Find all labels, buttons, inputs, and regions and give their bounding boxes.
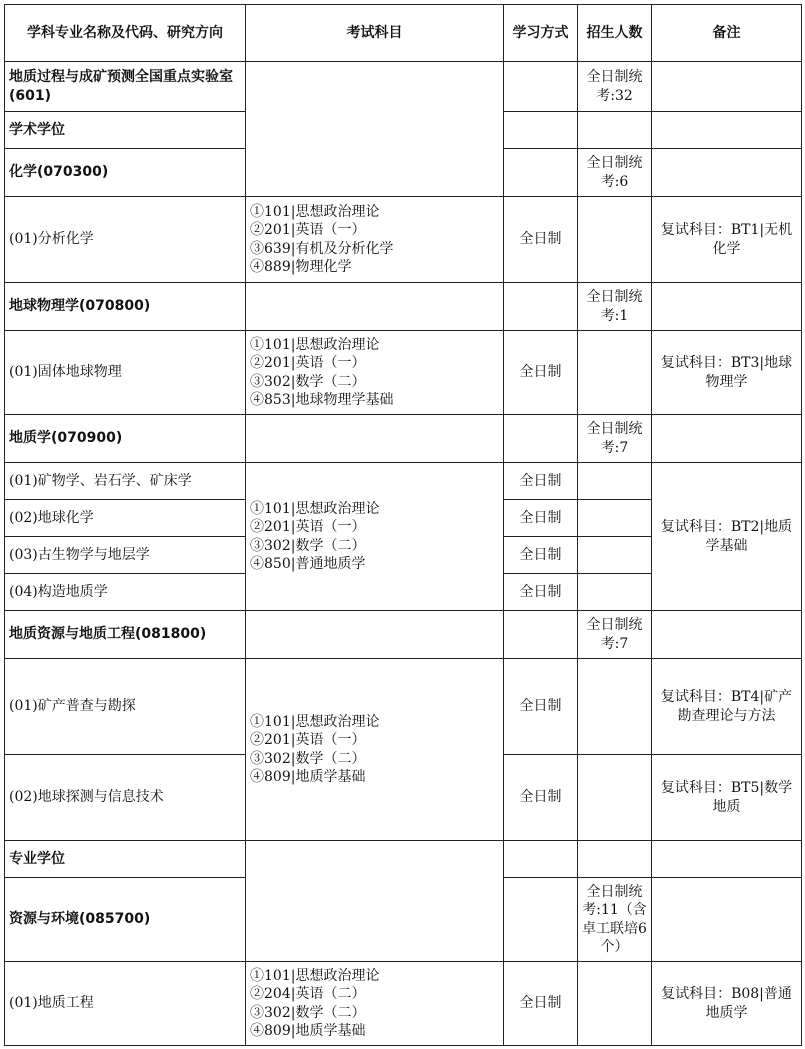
quota-cell-empty	[578, 962, 652, 1046]
subjects-cell-empty	[246, 62, 504, 197]
quota-cell: 全日制统考:32	[578, 62, 652, 112]
quota-cell-empty	[578, 574, 652, 611]
mode-cell: 全日制	[504, 500, 578, 537]
subject-line: ②201|英语（一）	[250, 222, 366, 238]
remark-cell-empty	[652, 149, 802, 197]
direction-cell: (01)分析化学	[5, 197, 246, 283]
subject-line: ③302|数学（二）	[250, 537, 366, 554]
quota-cell: 全日制统考:6	[578, 149, 652, 197]
remark-cell: 复试科目：BT2|地质学基础	[652, 463, 802, 611]
subject-line: ③302|数学（二）	[250, 1004, 366, 1021]
admission-catalog-table	[4, 4, 802, 1046]
subject-line: ①101|思想政治理论	[250, 500, 380, 517]
subject-line: ①101|思想政治理论	[250, 713, 380, 730]
table-row-professional	[5, 841, 802, 878]
subject-line: ④809|地质学基础	[250, 1023, 366, 1039]
table-row-chem01	[5, 197, 802, 283]
table-row-resources	[5, 611, 802, 659]
subjects-cell-empty	[246, 841, 504, 962]
remark-cell: 复试科目：BT1|无机化学	[652, 197, 802, 283]
subject-line: ②201|英语（一）	[250, 732, 366, 748]
mode-cell: 全日制	[504, 331, 578, 415]
mode-cell: 全日制	[504, 755, 578, 841]
direction-cell: (01)地质工程	[5, 962, 246, 1046]
subject-line: ②201|英语（一）	[250, 355, 366, 371]
subjects-cell	[246, 463, 504, 611]
subjects-cell	[246, 331, 504, 415]
header-subjects: 考试科目	[246, 5, 504, 62]
mode-cell: 全日制	[504, 197, 578, 283]
mode-cell-empty	[504, 841, 578, 878]
direction-cell: (01)固体地球物理	[5, 331, 246, 415]
subject-line: ③302|数学（二）	[250, 750, 366, 767]
major-cell: 地球物理学(070800)	[5, 283, 246, 331]
table-row-env01	[5, 962, 802, 1046]
subjects-cell-empty	[246, 283, 504, 331]
table-row-geophys	[5, 283, 802, 331]
direction-cell: (01)矿物学、岩石学、矿床学	[5, 463, 246, 500]
remark-cell-empty	[652, 112, 802, 149]
subjects-cell-empty	[246, 611, 504, 659]
subject-line: ④853|地球物理学基础	[250, 392, 394, 408]
remark-cell-empty	[652, 62, 802, 112]
subjects-cell	[246, 962, 504, 1046]
remark-cell: 复试科目：B08|普通地质学	[652, 962, 802, 1046]
quota-cell-empty	[578, 755, 652, 841]
table-row-geology	[5, 415, 802, 463]
header-major: 学科专业名称及代码、研究方向	[5, 5, 246, 62]
header-quota: 招生人数	[578, 5, 652, 62]
quota-cell-empty	[578, 841, 652, 878]
quota-cell: 全日制统考:7	[578, 415, 652, 463]
mode-cell: 全日制	[504, 537, 578, 574]
remark-cell-empty	[652, 878, 802, 962]
table-row-geology01	[5, 463, 802, 500]
header-row	[5, 5, 802, 62]
remark-cell-empty	[652, 841, 802, 878]
quota-cell-empty	[578, 197, 652, 283]
quota-cell: 全日制统考:1	[578, 283, 652, 331]
subject-line: ③639|有机及分析化学	[250, 240, 394, 257]
direction-cell: (02)地球探测与信息技术	[5, 755, 246, 841]
subjects-cell-empty	[246, 415, 504, 463]
remark-cell: 复试科目：BT3|地球物理学	[652, 331, 802, 415]
header-mode: 学习方式	[504, 5, 578, 62]
subject-line: ④889|物理化学	[250, 259, 352, 275]
table-row-lab	[5, 62, 802, 112]
subjects-cell	[246, 197, 504, 283]
subject-line: ①101|思想政治理论	[250, 967, 380, 984]
subject-line: ②204|英语（二）	[250, 986, 366, 1002]
mode-cell: 全日制	[504, 659, 578, 755]
subject-line: ②201|英语（一）	[250, 519, 366, 535]
quota-cell: 全日制统考:11（含卓工联培6个）	[578, 878, 652, 962]
major-cell: 化学(070300)	[5, 149, 246, 197]
mode-cell-empty	[504, 415, 578, 463]
major-cell: 地质资源与地质工程(081800)	[5, 611, 246, 659]
mode-cell-empty	[504, 283, 578, 331]
remark-cell-empty	[652, 415, 802, 463]
mode-cell-empty	[504, 112, 578, 149]
subject-line: ①101|思想政治理论	[250, 203, 380, 220]
direction-cell: (04)构造地质学	[5, 574, 246, 611]
remark-cell: 复试科目：BT5|数学地质	[652, 755, 802, 841]
remark-cell-empty	[652, 611, 802, 659]
mode-cell-empty	[504, 611, 578, 659]
mode-cell-empty	[504, 878, 578, 962]
subjects-cell	[246, 659, 504, 841]
subject-line: ①101|思想政治理论	[250, 336, 380, 353]
remark-cell: 复试科目：BT4|矿产勘查理论与方法	[652, 659, 802, 755]
quota-cell-empty	[578, 500, 652, 537]
section-title: 学术学位	[5, 112, 246, 149]
quota-cell-empty	[578, 537, 652, 574]
section-title: 专业学位	[5, 841, 246, 878]
direction-cell: (01)矿产普查与勘探	[5, 659, 246, 755]
subject-line: ④850|普通地质学	[250, 556, 366, 572]
major-cell: 地质过程与成矿预测全国重点实验室(601)	[5, 62, 246, 112]
table-row-resources01	[5, 659, 802, 755]
major-cell: 资源与环境(085700)	[5, 878, 246, 962]
quota-cell-empty	[578, 463, 652, 500]
quota-cell-empty	[578, 331, 652, 415]
subject-line: ③302|数学（二）	[250, 373, 366, 390]
quota-cell-empty	[578, 112, 652, 149]
mode-cell-empty	[504, 62, 578, 112]
mode-cell: 全日制	[504, 962, 578, 1046]
direction-cell: (03)古生物学与地层学	[5, 537, 246, 574]
subject-line: ④809|地质学基础	[250, 769, 366, 785]
header-remark: 备注	[652, 5, 802, 62]
quota-cell-empty	[578, 659, 652, 755]
direction-cell: (02)地球化学	[5, 500, 246, 537]
mode-cell-empty	[504, 149, 578, 197]
table-row-geophys01	[5, 331, 802, 415]
major-cell: 地质学(070900)	[5, 415, 246, 463]
quota-cell: 全日制统考:7	[578, 611, 652, 659]
remark-cell-empty	[652, 283, 802, 331]
mode-cell: 全日制	[504, 463, 578, 500]
mode-cell: 全日制	[504, 574, 578, 611]
